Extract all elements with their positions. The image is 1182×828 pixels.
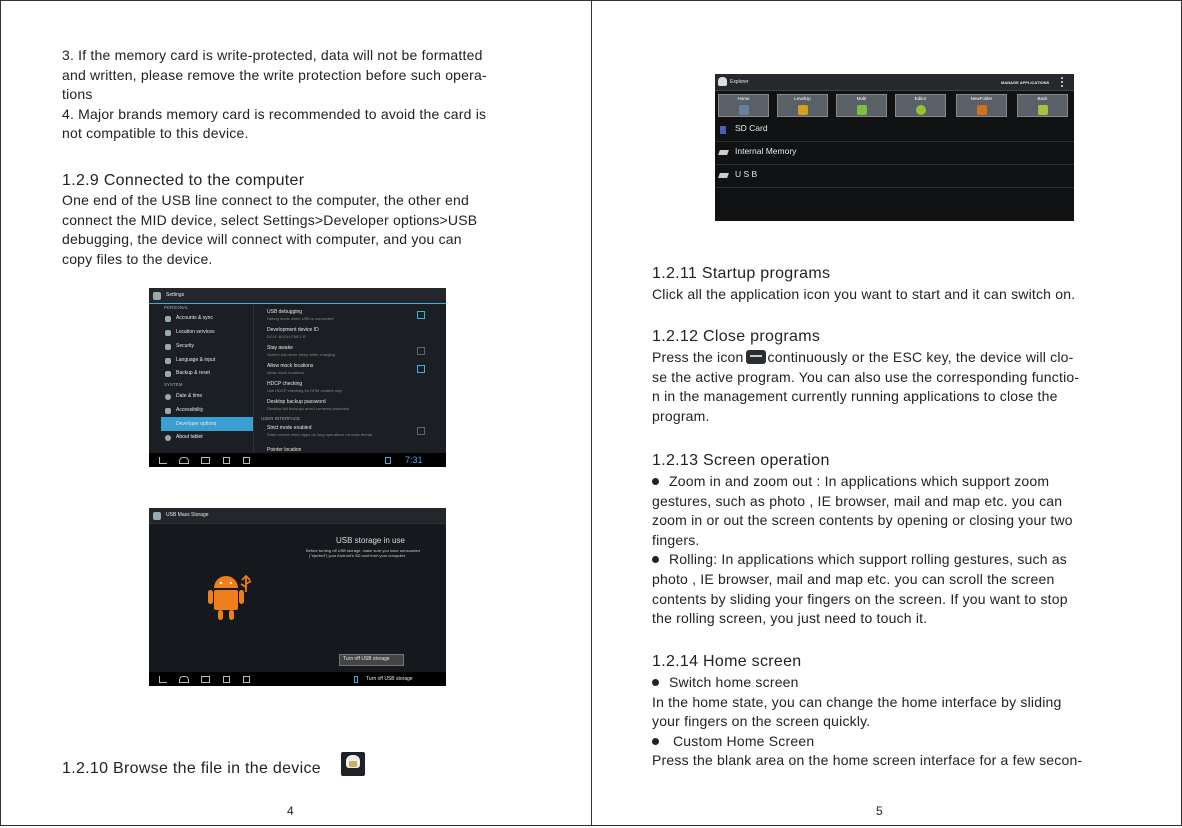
checkbox[interactable] — [417, 427, 425, 435]
navigation-bar — [149, 672, 446, 686]
heading-1-2-10: 1.2.10 Browse the file in the device — [62, 760, 321, 777]
heading-1-2-14: 1.2.14 Home screen — [652, 653, 802, 670]
settings-action-bar: Settings — [149, 288, 446, 304]
navigation-bar — [149, 453, 446, 467]
sidebar-item-location[interactable]: Location services — [176, 329, 215, 335]
usb-storage-icon — [153, 512, 161, 520]
recent-apps-icon[interactable] — [201, 676, 210, 683]
toolbar-home-button[interactable]: Home — [718, 94, 769, 117]
volume-up-icon[interactable] — [243, 457, 250, 464]
settings-sidebar: PERSONAL Accounts & sync Location services Security Language & input Backup & reset SYSTEM Date & time Accessibility Developer options About tablet — [149, 304, 253, 453]
usb-drive-icon — [718, 173, 729, 178]
sidebar-item-accounts[interactable]: Accounts & sync — [176, 315, 213, 321]
toolbar-editor-button[interactable]: Editor — [895, 94, 946, 117]
overflow-menu-icon[interactable] — [1061, 77, 1065, 87]
usb-action-bar: USB Mass Storage — [149, 508, 446, 524]
setting-row[interactable]: Pointer location — [267, 447, 302, 453]
multi-select-icon — [857, 105, 867, 115]
home-icon[interactable] — [179, 676, 189, 683]
bullet-icon — [652, 478, 659, 485]
para-1-2-9: One end of the USB line connect to the computer, the other end connect the MID device, select Settings>Developer options>USB debugging, the device will connect with computer, and you can copy files to the device. — [62, 192, 478, 267]
memory-icon — [718, 150, 729, 155]
toolbar-multi-button[interactable]: Multi — [836, 94, 887, 117]
wifi-icon — [385, 457, 391, 464]
android-usb-icon — [206, 572, 258, 624]
editor-icon — [916, 105, 926, 115]
para-1-2-14: Switch home screen In the home state, you can change the home interface by sliding your fingers on the screen quickly. Custom Home Screen Press the blank area on the home screen interface for a few secon- — [652, 674, 1083, 769]
back-arrow-icon — [1038, 105, 1048, 115]
back-icon[interactable] — [159, 676, 167, 683]
bullet-icon — [652, 679, 659, 686]
bullet-icon — [652, 738, 659, 745]
heading-1-2-9: 1.2.9 Connected to the computer — [62, 172, 305, 189]
page-number: 4 — [287, 804, 294, 818]
heading-1-2-13: 1.2.13 Screen operation — [652, 452, 830, 469]
setting-row[interactable]: Desktop backup password Desktop full backups aren't currently protected — [267, 399, 350, 411]
usb-icon — [354, 676, 358, 683]
setting-row[interactable]: Stay awake Screen will never sleep while charging — [261, 343, 431, 359]
list-item-sd-card[interactable]: SD Card — [715, 119, 1074, 142]
lock-icon — [165, 344, 171, 350]
setting-row[interactable]: Development device ID DCLF-6DOH-FNE1-R — [267, 327, 319, 339]
level-up-icon — [798, 105, 808, 115]
location-icon — [165, 330, 171, 336]
toolbar-back-button[interactable]: Back — [1017, 94, 1068, 117]
setting-row[interactable]: USB debugging Debug mode when USB is connected — [261, 307, 431, 323]
developer-options-list: USB debugging Debug mode when USB is connected Development device ID DCLF-6DOH-FNE1-R Stay awake Screen will never sleep while charging Allow mock locations Allow mock locations HDCP checking Use HDCP checking for DRM content only Desktop backup password Desktop full backups aren't currently protected USER INTERFACE Strict mode enabled Flash screen when apps do long operations on main thread Pointer location — [261, 304, 431, 453]
sd-card-icon — [720, 126, 726, 134]
toolbar-newfolder-button[interactable]: NewFolder — [956, 94, 1007, 117]
list-item-usb[interactable]: U S B — [715, 165, 1074, 188]
sidebar-item-accessibility[interactable]: Accessibility — [176, 407, 204, 413]
right-page — [591, 0, 1182, 826]
sidebar-item-backup[interactable]: Backup & reset — [176, 370, 210, 376]
explorer-screenshot — [715, 74, 1074, 221]
manage-applications-menu[interactable]: MANAGE APPLICATIONS — [1001, 80, 1050, 85]
heading-1-2-11: 1.2.11 Startup programs — [652, 265, 831, 282]
accounts-icon — [165, 316, 171, 322]
usb-status-text: Turn off USB storage — [366, 676, 413, 682]
backup-icon — [165, 371, 171, 377]
clock: 7:31 — [405, 455, 423, 465]
usb-storage-screenshot: USB Mass Storage USB storage in use Before turning off USB storage, make sure you have unmounted ("ejected") your Android's SD card from your computer. Turn off USB storage Turn off USB storage — [149, 508, 446, 686]
setting-row[interactable]: Strict mode enabled Flash screen when apps do long operations on main thread — [261, 423, 431, 439]
accessibility-icon — [165, 408, 171, 414]
usb-heading: USB storage in use — [336, 536, 405, 545]
home-folder-icon — [739, 105, 749, 115]
setting-row[interactable]: HDCP checking Use HDCP checking for DRM content only — [267, 381, 343, 393]
note-3: 3. If the memory card is write-protected, data will not be formatted and written, please remove the write protection before such opera- tions 4. Major brands memory card is recommended to avoid the card is not compatible to this device. — [62, 47, 487, 142]
sidebar-item-security[interactable]: Security — [176, 343, 195, 349]
para-1-2-12: Press the icon continuously or the ESC key, the device will clo- se the active program. You can also use the corresponding functio- n in the management currently running applications to close the program. — [652, 349, 1080, 424]
settings-screenshot — [149, 288, 446, 467]
volume-down-icon[interactable] — [223, 457, 230, 464]
para-1-2-11: Click all the application icon you want to start and it can switch on. — [652, 286, 1076, 302]
bullet-icon — [652, 556, 659, 563]
clock-icon — [165, 394, 171, 400]
back-icon[interactable] — [159, 457, 167, 464]
checkbox-checked[interactable] — [417, 365, 425, 373]
toolbar-levelup-button[interactable]: LevelUp — [777, 94, 828, 117]
new-folder-icon — [977, 105, 987, 115]
sidebar-item-about[interactable]: About tablet — [176, 434, 203, 440]
para-1-2-13: Zoom in and zoom out : In applications which support zoom gestures, such as photo , IE browser, mail and map etc. you can zoom in or out the screen contents by opening or closing your two fingers. Rolling: In applications which support rolling gestures, such as photo , IE browser, mail and map etc. you can scroll the screen contents by sliding your fingers on the screen. If you want to stop the rolling screen, you just need to touch it. — [652, 473, 1073, 627]
sidebar-item-language[interactable]: Language & input — [176, 357, 216, 363]
volume-down-icon[interactable] — [223, 676, 230, 683]
sidebar-item-date-time[interactable]: Date & time — [176, 393, 203, 399]
volume-up-icon[interactable] — [243, 676, 250, 683]
setting-row[interactable]: Allow mock locations Allow mock locations — [261, 361, 431, 377]
page-number: 5 — [876, 804, 883, 818]
explorer-logo-icon — [718, 77, 727, 86]
explorer-action-bar: Explorer MANAGE APPLICATIONS — [715, 74, 1074, 91]
explorer-app-icon — [341, 752, 365, 776]
home-icon[interactable] — [179, 457, 189, 464]
back-key-icon — [746, 350, 766, 364]
turn-off-usb-button[interactable]: Turn off USB storage — [339, 654, 404, 666]
heading-1-2-12: 1.2.12 Close programs — [652, 328, 821, 345]
language-icon — [165, 358, 171, 364]
explorer-file-list — [715, 119, 1074, 221]
checkbox-checked[interactable] — [417, 311, 425, 319]
info-icon — [165, 435, 171, 441]
list-item-internal-memory[interactable]: Internal Memory — [715, 142, 1074, 165]
checkbox[interactable] — [417, 347, 425, 355]
sidebar-item-developer-options[interactable]: Developer options — [161, 417, 253, 431]
settings-icon — [153, 292, 161, 300]
left-page — [0, 0, 592, 826]
recent-apps-icon[interactable] — [201, 457, 210, 464]
